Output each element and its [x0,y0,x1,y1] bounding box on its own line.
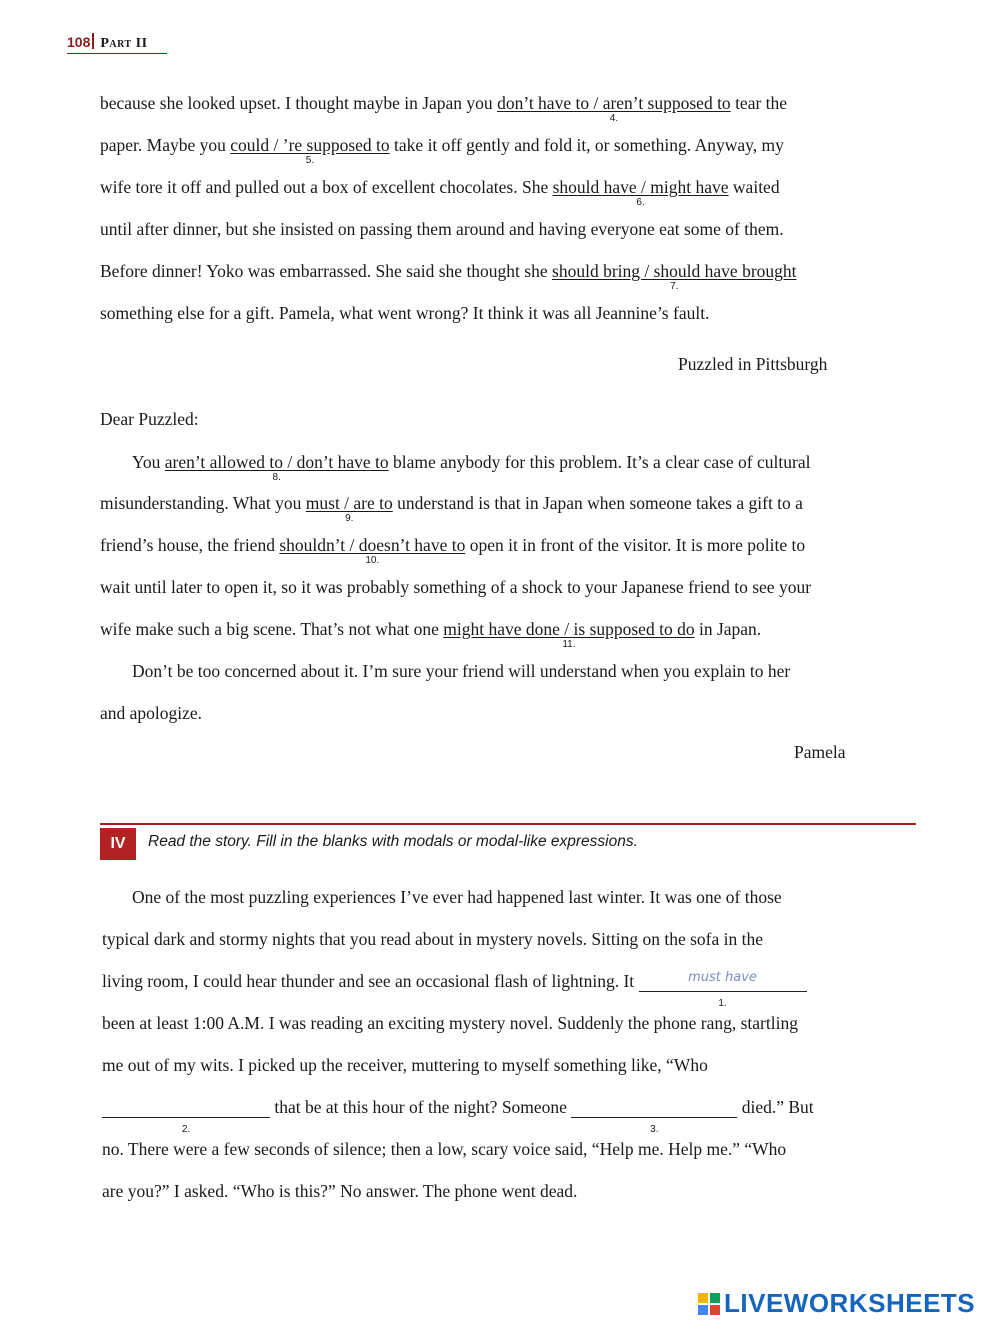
item-number: 7. [670,281,679,292]
letter2-signature: Pamela [794,742,846,762]
story-line-6: 2. that be at this hour of the night? Someone 3. died.” But [102,1096,814,1118]
choice-4: don’t have to / aren’t supposed to 4. [497,93,731,113]
choice-8: aren’t allowed to / don’t have to 8. [165,452,389,472]
choice-7: should bring / should have brought 7. [552,261,797,281]
item-number: 8. [272,472,281,483]
letter1-line-5: Before dinner! Yoko was embarrassed. She said she thought she should bring / should have brought 7. [100,260,797,282]
section-rule [100,823,916,825]
story-line-2: typical dark and stormy nights that you read about in mystery novels. Sitting on the sofa in the [102,929,764,949]
header-divider [92,33,94,49]
letter1-line-4: until after dinner, but she insisted on passing them around and having everyone eat some of them. [100,219,784,239]
item-number: 10. [365,555,380,566]
part-label: Part II [100,36,148,51]
choice-9: must / are to 9. [306,493,393,513]
story-line-3: living room, I could hear thunder and see an occasional flash of lightning. It must have 1. [102,970,807,992]
section-badge: IV [100,828,136,860]
letter2-line-3: friend’s house, the friend shouldn’t / doesn’t have to 10. open it in front of the visitor. It is more polite to [100,534,805,556]
letter1-line-2: paper. Maybe you could / ’re supposed to 5. take it off gently and fold it, or something. Anyway, my [100,134,784,156]
choice-10: shouldn’t / doesn’t have to 10. [279,535,465,555]
item-number: 6. [636,197,645,208]
liveworksheets-logo [698,1288,975,1319]
story-line-4: been at least 1:00 A.M. I was reading an exciting mystery novel. Suddenly the phone rang, startling [102,1013,798,1033]
letter2-line-2: misunderstanding. What you must / are to 9. understand is that in Japan when someone takes a gift to a [100,492,803,514]
letter1-line-1: because she looked upset. I thought maybe in Japan you don’t have to / aren’t supposed to 4. tear the [100,92,787,114]
header-rule [67,53,167,54]
item-number: 5. [305,155,315,166]
section-instructions: Read the story. Fill in the blanks with modals or modal-like expressions. [148,833,638,850]
story-line-7: no. There were a few seconds of silence; then a low, scary voice said, “Help me. Help me.” “Who [102,1139,787,1159]
logo-text: LIVEWORKSHEETS [724,1288,976,1318]
letter2-salutation: Dear Puzzled: [100,409,199,429]
blank-number: 3. [650,1124,659,1135]
letter2-line-4: wait until later to open it, so it was probably something of a shock to your Japanese friend to see your [100,577,812,597]
logo-mark-icon [698,1293,720,1315]
blank-2[interactable] [102,1097,270,1135]
letter1-line-6: something else for a gift. Pamela, what went wrong? It think it was all Jeannine’s fault. [100,303,710,323]
letter2-line-5: wife make such a big scene. That’s not what one might have done / is supposed to do 11. in Japan. [100,618,761,640]
choice-11: might have done / is supposed to do 11. [443,619,694,639]
blank-number: 2. [181,1124,191,1135]
item-number: 11. [562,639,576,650]
page-number: 108 [67,34,91,50]
blank-3[interactable] [571,1097,737,1135]
choice-5: could / ’re supposed to 5. [230,135,389,155]
choice-6: should have / might have 6. [553,177,729,197]
letter2-line-6: Don’t be too concerned about it. I’m sure your friend will understand when you explain to her [132,661,791,681]
letter2-line-1: You aren’t allowed to / don’t have to 8. blame anybody for this problem. It’s a clear case of cultural [132,451,810,473]
story-line-5: me out of my wits. I picked up the receiver, muttering to myself something like, “Who [102,1055,708,1075]
letter2-line-7: and apologize. [100,703,203,723]
letter1-signature: Puzzled in Pittsburgh [678,354,828,374]
story-line-1: One of the most puzzling experiences I’ve ever had happened last winter. It was one of those [132,887,782,907]
page-header [67,33,148,52]
item-number: 4. [609,113,619,124]
blank-1-answer: must have [688,970,757,985]
story-line-8: are you?” I asked. “Who is this?” No answer. The phone went dead. [102,1181,578,1201]
letter1-line-3: wife tore it off and pulled out a box of excellent chocolates. She should have / might have 6. waited [100,176,780,198]
item-number: 9. [345,513,354,524]
blank-number: 1. [718,998,727,1009]
blank-1[interactable] [639,970,807,1009]
